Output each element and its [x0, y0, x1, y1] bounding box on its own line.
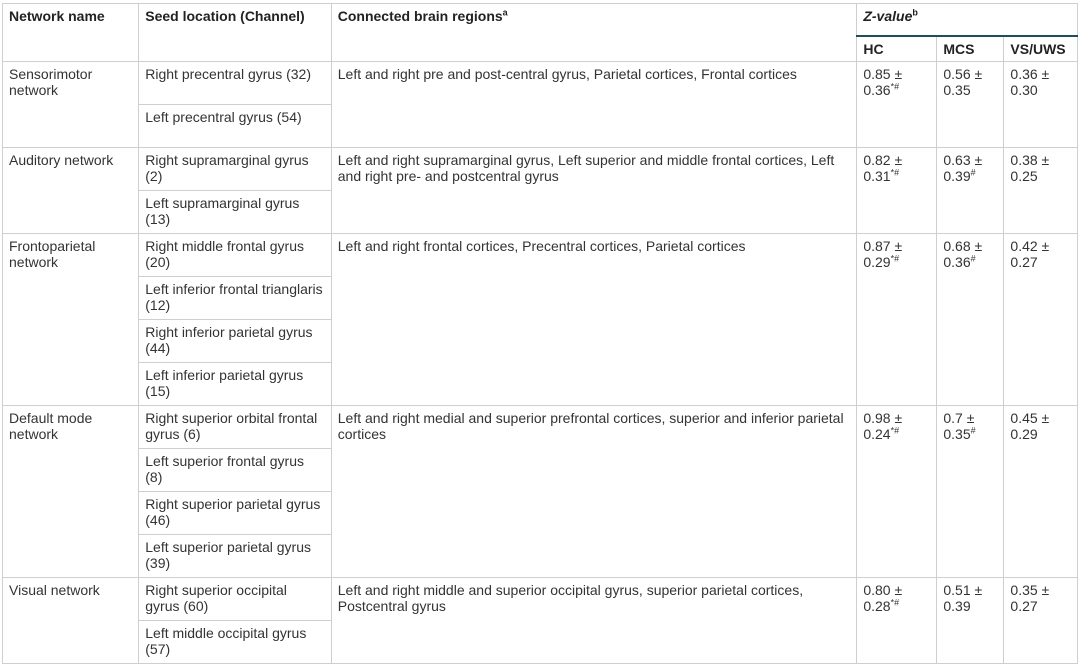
connected-regions-cell: Left and right pre and post-central gyrus, Parietal cortices, Frontal cortices — [331, 62, 857, 148]
hc-zvalue: 0.98 ± 0.24 — [863, 410, 903, 442]
col-header-connected-regions: Connected brain regions$^a$ — [331, 4, 857, 62]
mcs-zvalue-cell — [937, 148, 1004, 234]
seed-location-cell: Left supramarginal gyrus (13) — [139, 191, 332, 234]
seed-location-cell: Right precentral gyrus (32) — [139, 62, 332, 105]
hc-zvalue-cell — [857, 234, 937, 406]
mcs-zvalue-cell — [937, 234, 1004, 406]
mcs-zvalue-cell — [937, 62, 1004, 148]
network-connectivity-table — [2, 3, 1078, 664]
seed-location-cell: Left inferior frontal trianglaris (12) — [139, 277, 332, 320]
significance-marker: *# — [890, 81, 900, 92]
hc-zvalue: 0.82 ± 0.31 — [863, 152, 903, 184]
seed-location-cell: Left inferior parietal gyrus (15) — [139, 363, 332, 406]
seed-location-cell: Right middle frontal gyrus (20) — [139, 234, 332, 277]
footnote-marker: b — [912, 7, 918, 18]
significance-marker: *# — [890, 167, 900, 178]
table-header — [3, 4, 1078, 62]
mcs-zvalue: 0.51 ± 0.39 — [943, 582, 983, 614]
significance-marker: # — [970, 425, 976, 436]
table-row — [3, 148, 1078, 191]
seed-location-cell: Right superior occipital gyrus (60) — [139, 578, 332, 621]
mcs-zvalue-cell — [937, 406, 1004, 578]
col-header-vs-uws: VS/UWS — [1004, 36, 1078, 62]
mcs-zvalue-cell — [937, 578, 1004, 664]
seed-location-cell: Left superior parietal gyrus (39) — [139, 535, 332, 578]
seed-location-cell: Right inferior parietal gyrus (44) — [139, 320, 332, 363]
table-row — [3, 406, 1078, 449]
connected-regions-cell: Left and right frontal cortices, Precentral cortices, Parietal cortices — [331, 234, 857, 406]
mcs-zvalue: 0.56 ± 0.35 — [943, 66, 983, 98]
vs-uws-zvalue-cell: 0.38 ± 0.25 — [1004, 148, 1078, 234]
seed-location-cell: Left middle occipital gyrus (57) — [139, 621, 332, 664]
significance-marker: *# — [890, 253, 900, 264]
vs-uws-zvalue-cell: 0.45 ± 0.29 — [1004, 406, 1078, 578]
network-name-cell: Default mode network — [3, 406, 139, 578]
seed-location-cell: Right superior parietal gyrus (46) — [139, 492, 332, 535]
connected-regions-cell: Left and right medial and superior prefrontal cortices, superior and inferior parietal cortices — [331, 406, 857, 578]
significance-marker: *# — [890, 597, 900, 608]
mcs-zvalue: 0.63 ± 0.39 — [943, 152, 983, 184]
col-header-seed-location: Seed location (Channel) — [139, 4, 332, 62]
significance-marker: *# — [890, 425, 900, 436]
network-name-cell: Auditory network — [3, 148, 139, 234]
significance-marker: # — [970, 167, 976, 178]
table-row — [3, 62, 1078, 105]
hc-zvalue: 0.87 ± 0.29 — [863, 238, 903, 270]
footnote-marker: a — [502, 7, 508, 18]
seed-location-cell: Right supramarginal gyrus (2) — [139, 148, 332, 191]
col-header-hc: HC — [857, 36, 937, 62]
mcs-zvalue: 0.7 ± 0.35 — [943, 410, 975, 442]
col-header-mcs: MCS — [937, 36, 1004, 62]
network-name-cell: Frontoparietal network — [3, 234, 139, 406]
vs-uws-zvalue-cell: 0.35 ± 0.27 — [1004, 578, 1078, 664]
table-row — [3, 578, 1078, 621]
mcs-zvalue: 0.68 ± 0.36 — [943, 238, 983, 270]
hc-zvalue-cell — [857, 148, 937, 234]
hc-zvalue-cell — [857, 578, 937, 664]
connected-regions-cell: Left and right middle and superior occipital gyrus, superior parietal cortices, Postcentral gyrus — [331, 578, 857, 664]
seed-location-cell: Left superior frontal gyrus (8) — [139, 449, 332, 492]
seed-location-cell: Right superior orbital frontal gyrus (6) — [139, 406, 332, 449]
network-name-cell: Visual network — [3, 578, 139, 664]
vs-uws-zvalue-cell: 0.36 ± 0.30 — [1004, 62, 1078, 148]
table-body — [3, 62, 1078, 664]
vs-uws-zvalue-cell: 0.42 ± 0.27 — [1004, 234, 1078, 406]
connected-regions-cell: Left and right supramarginal gyrus, Left superior and middle frontal cortices, Left and right pre- and postcentral gyrus — [331, 148, 857, 234]
hc-zvalue: 0.80 ± 0.28 — [863, 582, 903, 614]
hc-zvalue: 0.85 ± 0.36 — [863, 66, 903, 98]
col-header-z-value: Z-value$^b$ — [857, 4, 1078, 37]
network-name-cell: Sensorimotor network — [3, 62, 139, 148]
table-row — [3, 234, 1078, 277]
col-header-network-name: Network name — [3, 4, 139, 62]
seed-location-cell: Left precentral gyrus (54) — [139, 105, 332, 148]
hc-zvalue-cell — [857, 406, 937, 578]
significance-marker: # — [970, 253, 976, 264]
hc-zvalue-cell — [857, 62, 937, 148]
